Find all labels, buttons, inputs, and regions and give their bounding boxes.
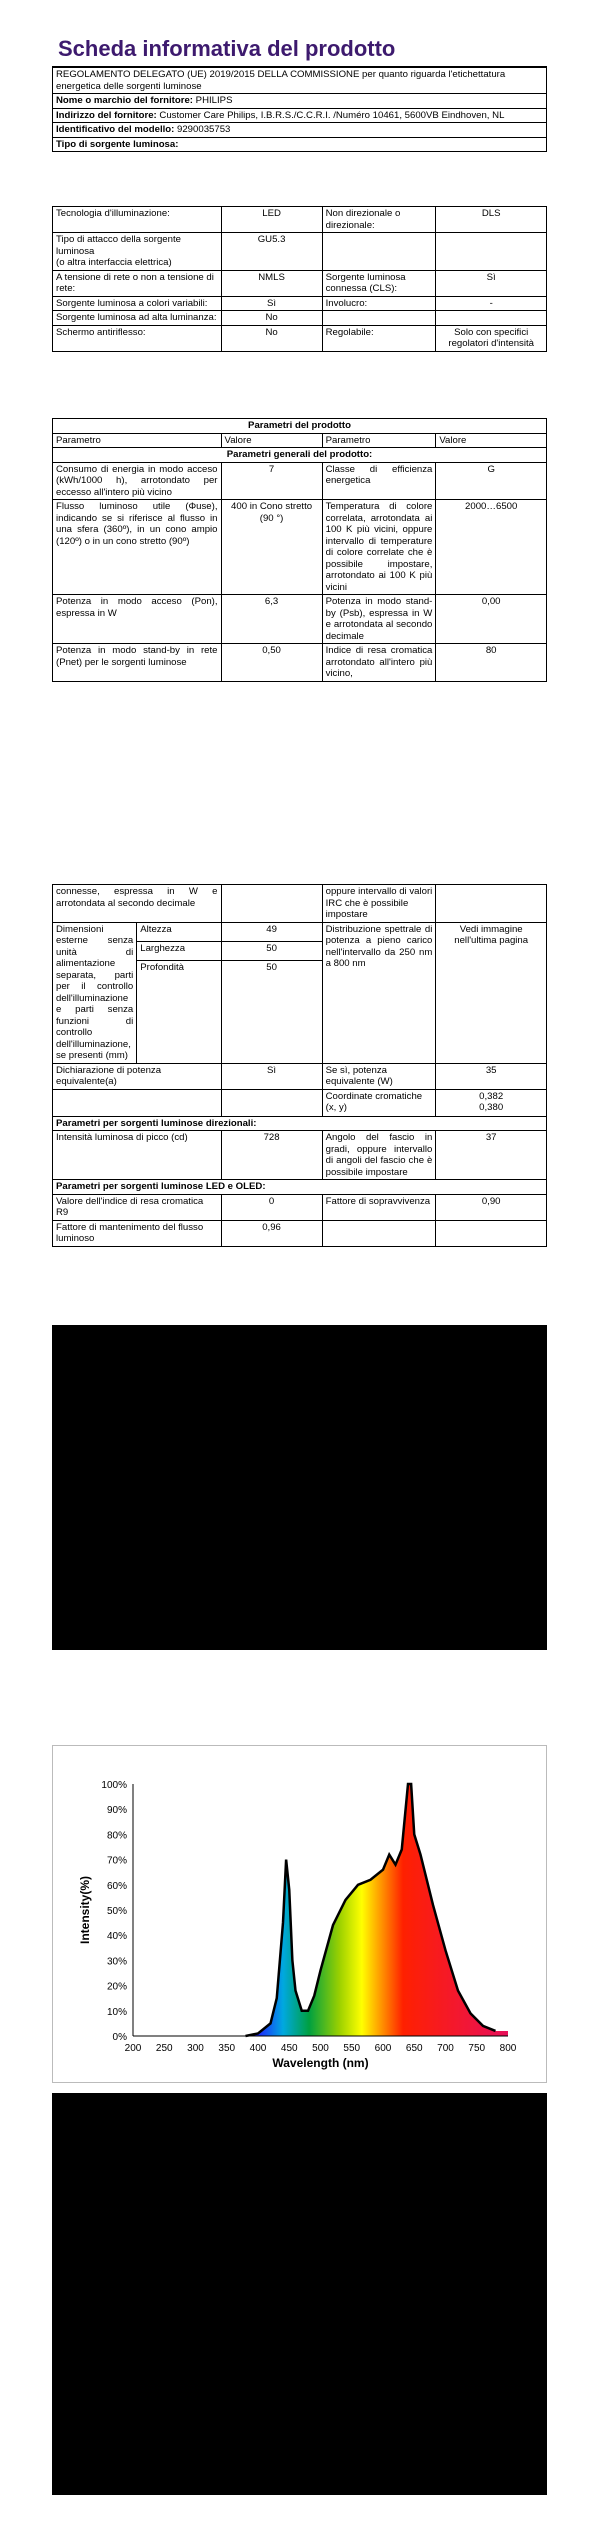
col-value-2: Valore xyxy=(436,433,547,448)
address-row xyxy=(53,108,547,123)
type-label: Sorgente luminosa ad alta luminanza: xyxy=(53,311,222,326)
source-type-heading: Tipo di sorgente luminosa: xyxy=(53,137,547,152)
param-label: Consumo di energia in modo acceso (kWh/1000 h), arrotondato per eccesso all'intero più vicino xyxy=(53,462,222,500)
dim-depth-value: 50 xyxy=(221,960,322,1063)
param-row xyxy=(53,644,547,682)
param-value-2: 0,00 xyxy=(436,595,547,644)
param-label: Potenza in modo acceso (Pon), espressa in W xyxy=(53,595,222,644)
chroma-x: 0,382 xyxy=(479,1090,504,1102)
type-value: No xyxy=(221,325,322,351)
type-row xyxy=(53,233,547,271)
param-label: Potenza in modo stand-by in rete (Pnet) per le sorgenti luminose xyxy=(53,644,222,682)
param-row xyxy=(53,462,547,500)
type-value-2: Solo con specifici regolatori d'intensità xyxy=(436,325,547,351)
param-label-2: Potenza in modo stand-by (Psb), espressa in W e arrotondata al secondo decimale xyxy=(322,595,436,644)
y-tick-label: 0% xyxy=(112,2032,127,2043)
dim-height-label: Altezza xyxy=(137,922,221,941)
x-tick-label: 250 xyxy=(155,2043,173,2054)
supplier-label: Nome o marchio del fornitore: xyxy=(56,95,193,106)
model-label: Identificativo del modello: xyxy=(56,124,175,135)
general-params-title: Parametri generali del prodotto: xyxy=(53,448,547,463)
y-tick-label: 10% xyxy=(106,2006,127,2018)
type-value: GU5.3 xyxy=(221,233,322,271)
beam-label: Angolo del fascio in gradi, oppure intervallo di angoli del fascio che è possibile impostare xyxy=(322,1131,436,1180)
spectrum-chart xyxy=(52,1745,547,2083)
address-label: Indirizzo del fornitore: xyxy=(56,109,157,121)
type-value-2: DLS xyxy=(436,207,547,233)
model-row xyxy=(53,123,547,138)
x-tick-label: 550 xyxy=(343,2043,361,2054)
pnet-continuation-value xyxy=(221,885,322,923)
x-tick-label: 300 xyxy=(187,2043,204,2054)
x-tick-label: 650 xyxy=(405,2043,423,2054)
y-tick-label: 70% xyxy=(106,1855,127,1867)
type-label: Sorgente luminosa a colori variabili: xyxy=(53,296,222,311)
y-tick-label: 40% xyxy=(106,1931,127,1943)
chroma-value xyxy=(436,1089,547,1116)
spectral-value: Vedi immagine nell'ultima pagina xyxy=(436,922,547,1063)
type-label-2: Involucro: xyxy=(322,296,436,311)
param-value-2: 2000…6500 xyxy=(436,500,547,595)
params-table xyxy=(52,418,547,682)
param-value: 400 in Cono stretto (90 °) xyxy=(221,500,322,595)
col-value-1: Valore xyxy=(221,433,322,448)
type-label-2: Sorgente luminosa connessa (CLS): xyxy=(322,270,436,296)
y-tick-label: 80% xyxy=(106,1830,127,1842)
x-tick-label: 200 xyxy=(124,2043,142,2054)
regulation-text: REGOLAMENTO DELEGATO (UE) 2019/2015 DELLA COMMISSIONE per quanto riguarda l'etichettatura energetica delle sorgenti luminose xyxy=(53,67,547,94)
param-row xyxy=(53,595,547,644)
param-value-2: G xyxy=(436,462,547,500)
type-label: Tecnologia d'illuminazione: xyxy=(53,207,222,233)
dimensions-label: Dimensioni esterne senza unità di alimentazione separata, parti per il controllo dell'illuminazione e parti senza funzioni di controllo dell'illuminazione, se presenti (mm) xyxy=(53,922,137,1063)
type-value-2 xyxy=(436,311,547,326)
x-tick-label: 350 xyxy=(218,2043,236,2054)
x-tick-label: 400 xyxy=(249,2043,267,2054)
param-label-2: Temperatura di colore correlata, arrotondata ai 100 K più vicini, oppure intervallo di temperature di colore correlate che è possibile impostare, arrotondato ai 100 K più vicini xyxy=(322,500,436,595)
type-value: NMLS xyxy=(221,270,322,296)
type-row xyxy=(53,311,547,326)
address-value: Customer Care Philips, I.B.R.S./C.C.R.I. /Numéro 10461, 5600VB Eindhoven, NL xyxy=(159,109,505,121)
chroma-y: 0,380 xyxy=(479,1102,504,1113)
x-tick-label: 600 xyxy=(374,2043,392,2054)
x-axis-label: Wavelength (nm) xyxy=(272,2056,369,2070)
type-value-2: - xyxy=(436,296,547,311)
empty-cell xyxy=(436,1220,547,1246)
type-row xyxy=(53,270,547,296)
equiv-w-label: Se sì, potenza equivalente (W) xyxy=(322,1063,436,1089)
y-tick-label: 30% xyxy=(106,1956,127,1968)
y-tick-label: 60% xyxy=(106,1880,127,1892)
header-table xyxy=(52,66,547,152)
r9-value: 0 xyxy=(221,1194,322,1220)
survival-label: Fattore di sopravvivenza xyxy=(322,1194,436,1220)
y-tick-label: 20% xyxy=(106,1981,127,1993)
type-label: Tipo di attacco della sorgente luminosa (o altra interfaccia elettrica) xyxy=(53,233,222,271)
type-label-2 xyxy=(322,311,436,326)
page-title: Scheda informativa del prodotto xyxy=(58,36,396,61)
x-tick-label: 700 xyxy=(437,2043,454,2054)
type-label-2: Non direzionale o direzionale: xyxy=(322,207,436,233)
y-tick-label: 100% xyxy=(101,1780,127,1791)
x-tick-label: 800 xyxy=(499,2043,517,2054)
black-block-1 xyxy=(52,1325,547,1650)
cri-continuation-value xyxy=(436,885,547,923)
r9-label: Valore dell'indice di resa cromatica R9 xyxy=(53,1194,222,1220)
dim-width-value: 50 xyxy=(221,941,322,960)
beam-value: 37 xyxy=(436,1131,547,1180)
y-tick-label: 50% xyxy=(106,1906,127,1917)
led-title: Parametri per sorgenti luminose LED e OLED: xyxy=(53,1180,547,1195)
type-label-2 xyxy=(322,233,436,271)
type-row xyxy=(53,325,547,351)
cri-continuation: oppure intervallo di valori IRC che è possibile impostare xyxy=(322,885,436,923)
type-label-2: Regolabile: xyxy=(322,325,436,351)
y-axis-label: Intensity(%) xyxy=(78,1875,92,1945)
directional-title: Parametri per sorgenti luminose direzionali: xyxy=(53,1116,547,1131)
type-table xyxy=(52,206,547,352)
page-1 xyxy=(0,0,595,805)
supplier-value: PHILIPS xyxy=(195,95,233,106)
col-param-2: Parametro xyxy=(322,433,436,448)
type-value: LED xyxy=(221,207,322,233)
spectral-label: Distribuzione spettrale di potenza a pieno carico nell'intervallo da 250 nm a 800 nm xyxy=(322,922,436,1063)
dim-width-label: Larghezza xyxy=(137,941,221,960)
type-label: Schermo antiriflesso: xyxy=(53,325,222,351)
equiv-value: Sì xyxy=(221,1063,322,1089)
equiv-w-value: 35 xyxy=(436,1063,547,1089)
col-param-1: Parametro xyxy=(53,433,222,448)
param-value: 0,50 xyxy=(221,644,322,682)
empty-cell xyxy=(53,1089,222,1116)
empty-cell xyxy=(322,1220,436,1246)
type-label: A tensione di rete o non a tensione di rete: xyxy=(53,270,222,296)
type-row xyxy=(53,207,547,233)
maintenance-value: 0,96 xyxy=(221,1220,322,1246)
empty-cell xyxy=(221,1089,322,1116)
chroma-label: Coordinate cromatiche (x, y) xyxy=(322,1089,436,1116)
type-row xyxy=(53,296,547,311)
spectrum-svg xyxy=(53,1746,546,2082)
param-value: 7 xyxy=(221,462,322,500)
survival-value: 0,90 xyxy=(436,1194,547,1220)
x-tick-label: 450 xyxy=(280,2043,298,2054)
param-label: Flusso luminoso utile (Φuse), indicando se si riferisce al flusso in una sfera (360º), in un cono ampio (120º) o in un cono stretto (90º) xyxy=(53,500,222,595)
dim-depth-label: Profondità xyxy=(137,960,221,1063)
black-block-2 xyxy=(52,2093,547,2495)
param-value-2: 80 xyxy=(436,644,547,682)
param-label-2: Indice di resa cromatica arrotondato all'intero più vicino, xyxy=(322,644,436,682)
param-label-2: Classe di efficienza energetica xyxy=(322,462,436,500)
peak-label: Intensità luminosa di picco (cd) xyxy=(53,1131,222,1180)
maintenance-label: Fattore di mantenimento del flusso luminoso xyxy=(53,1220,222,1246)
x-tick-label: 500 xyxy=(312,2043,329,2054)
type-value-2 xyxy=(436,233,547,271)
model-value: 9290035753 xyxy=(177,124,231,135)
param-value: 6,3 xyxy=(221,595,322,644)
supplier-row xyxy=(53,94,547,109)
dim-height-value: 49 xyxy=(221,922,322,941)
params-section-title: Parametri del prodotto xyxy=(53,419,547,434)
peak-value: 728 xyxy=(221,1131,322,1180)
type-value: No xyxy=(221,311,322,326)
page2-table xyxy=(52,884,547,1247)
type-value-2: Sì xyxy=(436,270,547,296)
y-tick-label: 90% xyxy=(106,1805,127,1817)
type-value: Sì xyxy=(221,296,322,311)
equiv-label: Dichiarazione di potenza equivalente(a) xyxy=(53,1063,222,1089)
param-row xyxy=(53,500,547,595)
x-tick-label: 750 xyxy=(468,2043,486,2054)
pnet-continuation: connesse, espressa in W e arrotondata al secondo decimale xyxy=(53,885,222,923)
